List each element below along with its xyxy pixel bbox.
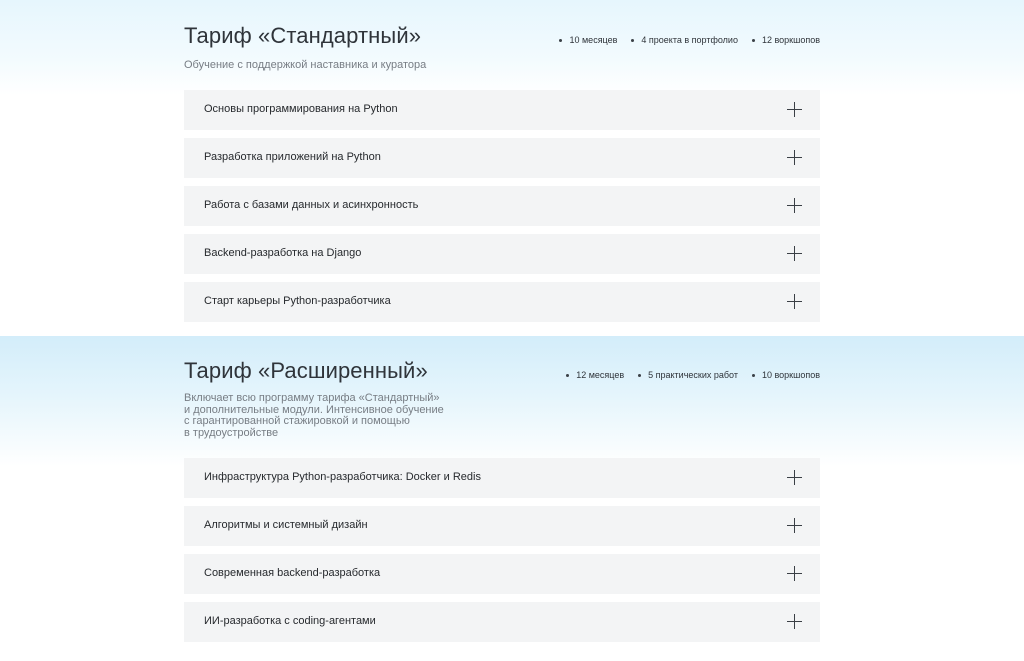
plus-icon[interactable] [787, 294, 802, 309]
tariff-standard-container [184, 0, 820, 336]
stat-duration: 12 месяцев [576, 370, 625, 380]
stat-practical: 5 практических работ [648, 370, 738, 380]
tariff-extended-section [0, 336, 1024, 661]
tariff-extended-container [184, 336, 820, 661]
module-title: Backend-разработка на Django [204, 247, 362, 259]
description-line: Включает всю программу тарифа «Стандартный» [184, 392, 440, 404]
module-item[interactable] [184, 458, 820, 498]
plus-icon[interactable] [787, 566, 802, 581]
module-item[interactable] [184, 506, 820, 546]
description-line: с гарантированной стажировкой и помощью [184, 415, 410, 427]
stat-item [752, 35, 820, 45]
stat-item [566, 370, 624, 380]
stat-item [752, 370, 820, 380]
module-title: Разработка приложений на Python [204, 151, 381, 163]
stat-item [559, 35, 617, 45]
description-line: и дополнительные модули. Интенсивное обучение [184, 403, 444, 416]
plus-icon[interactable] [787, 518, 802, 533]
dot-icon [638, 374, 641, 377]
dot-icon [752, 374, 755, 377]
tariff-stats [566, 370, 820, 380]
stat-item [638, 370, 738, 380]
plus-icon[interactable] [787, 470, 802, 485]
stat-workshops: 12 воркшопов [761, 35, 820, 45]
plus-icon[interactable] [787, 102, 802, 117]
module-title: ИИ-разработка с coding-агентами [204, 615, 376, 627]
modules-accordion [184, 90, 820, 330]
plus-icon[interactable] [787, 150, 802, 165]
module-item[interactable] [184, 602, 820, 642]
dot-icon [752, 39, 755, 42]
module-item[interactable] [184, 186, 820, 226]
module-item[interactable] [184, 138, 820, 178]
module-item[interactable] [184, 282, 820, 322]
stat-duration: 10 месяцев [569, 35, 618, 45]
tariff-title: Тариф «Расширенный» [184, 358, 428, 383]
module-title: Современная backend-разработка [204, 567, 381, 579]
module-item[interactable] [184, 90, 820, 130]
module-item[interactable] [184, 234, 820, 274]
stat-workshops: 10 воркшопов [761, 370, 820, 380]
dot-icon [559, 39, 562, 42]
description-line: в трудоустройстве [184, 426, 279, 439]
module-item[interactable] [184, 554, 820, 594]
tariff-title: Тариф «Стандартный» [184, 23, 422, 48]
stat-item [631, 35, 738, 45]
dot-icon [566, 374, 569, 377]
description-line: Обучение с поддержкой наставника и куратора [184, 59, 427, 71]
module-title: Алгоритмы и системный дизайн [204, 519, 368, 531]
plus-icon[interactable] [787, 614, 802, 629]
modules-accordion [184, 458, 820, 650]
dot-icon [631, 39, 634, 42]
tariff-description [184, 393, 444, 439]
tariff-description [184, 60, 426, 72]
plus-icon[interactable] [787, 246, 802, 261]
stat-projects: 4 проекта в портфолио [641, 35, 738, 45]
module-title: Работа с базами данных и асинхронность [204, 199, 419, 211]
module-title: Основы программирования на Python [204, 103, 398, 115]
tariff-stats [559, 35, 820, 45]
plus-icon[interactable] [787, 198, 802, 213]
module-title: Старт карьеры Python-разработчика [204, 295, 391, 307]
module-title: Инфраструктура Python-разработчика: Docker и Redis [204, 471, 481, 483]
